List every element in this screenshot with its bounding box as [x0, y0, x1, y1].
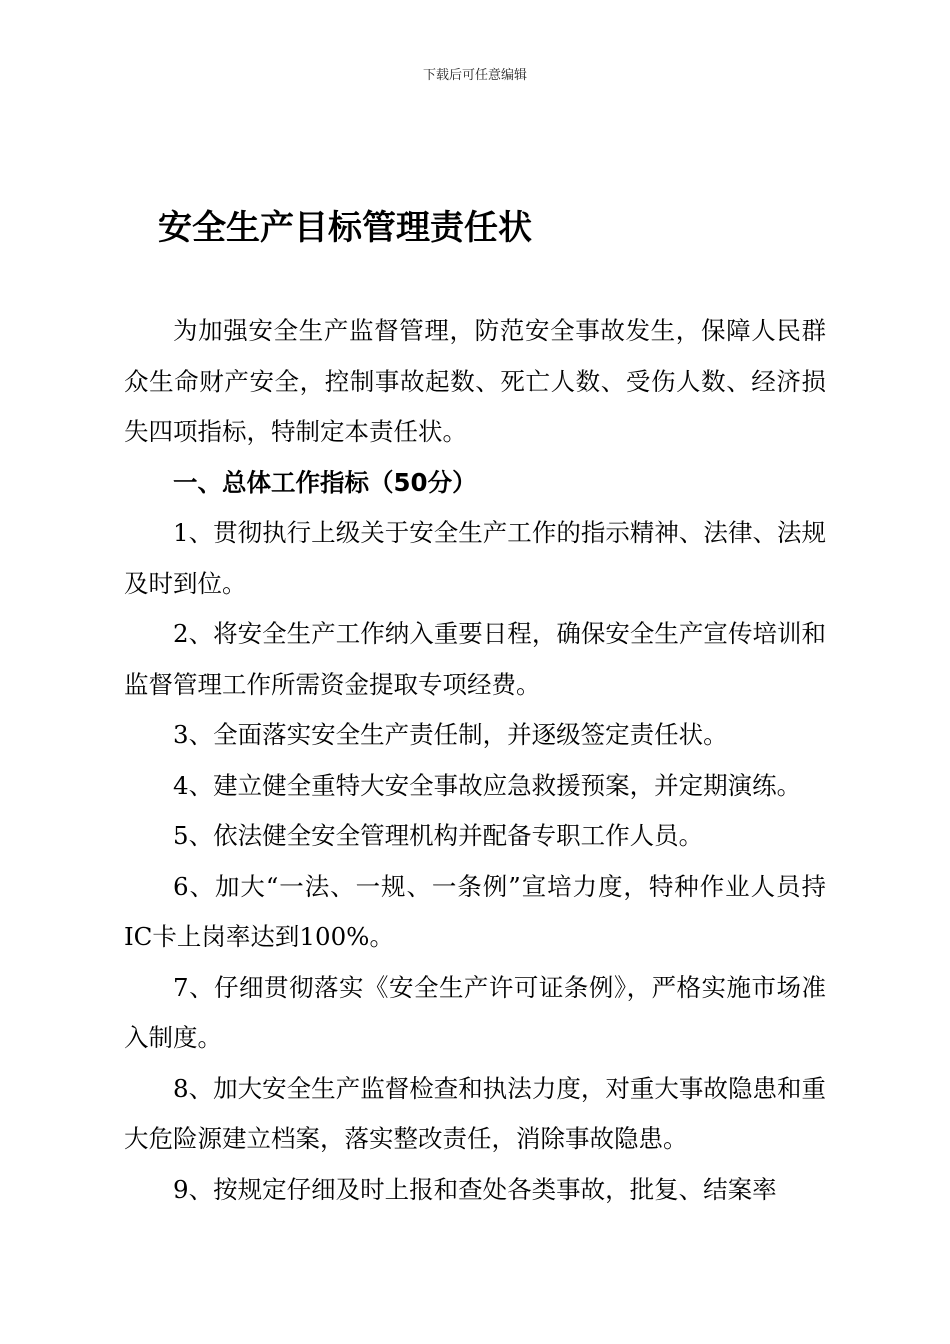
list-item: 1、贯彻执行上级关于安全生产工作的指示精神、法律、法规及时到位。: [124, 518, 826, 598]
header-note: 下载后可任意编辑: [422, 68, 527, 83]
list-item: 7、仔细贯彻落实《安全生产许可证条例》，严格实施市场准入制度。: [124, 972, 826, 1052]
list-item: 4、建立健全重特大安全事故应急救援预案，并定期演练。: [173, 770, 802, 800]
list-item: 2、将安全生产工作纳入重要日程，确保安全生产宣传培训和监督管理工作所需资金提取专项经费。: [124, 619, 826, 699]
list-item: 8、加大安全生产监督检查和执法力度，对重大事故隐患和重大危险源建立档案，落实整改责任，消除事故隐患。: [124, 1073, 826, 1153]
list-item: 6、加大“一法、一规、一条例”宣培力度，特种作业人员持IC卡上岗率达到100%。: [124, 871, 826, 951]
section-heading: 一、总体工作指标（50分）: [173, 467, 477, 497]
intro-paragraph: 为加强安全生产监督管理，防范安全事故发生，保障人民群众生命财产安全，控制事故起数、死亡人数、受伤人数、经济损失四项指标，特制定本责任状。: [124, 316, 826, 446]
list-item: 3、全面落实安全生产责任制，并逐级签定责任状。: [173, 720, 728, 749]
list-item: 9、按规定仔细及时上报和查处各类事故，批复、结案率: [173, 1174, 777, 1204]
list-item: 5、依法健全安全管理机构并配备专职工作人员。: [173, 821, 704, 850]
document-body: [124, 306, 826, 1215]
document-title: 安全生产目标管理责任状: [158, 208, 532, 248]
